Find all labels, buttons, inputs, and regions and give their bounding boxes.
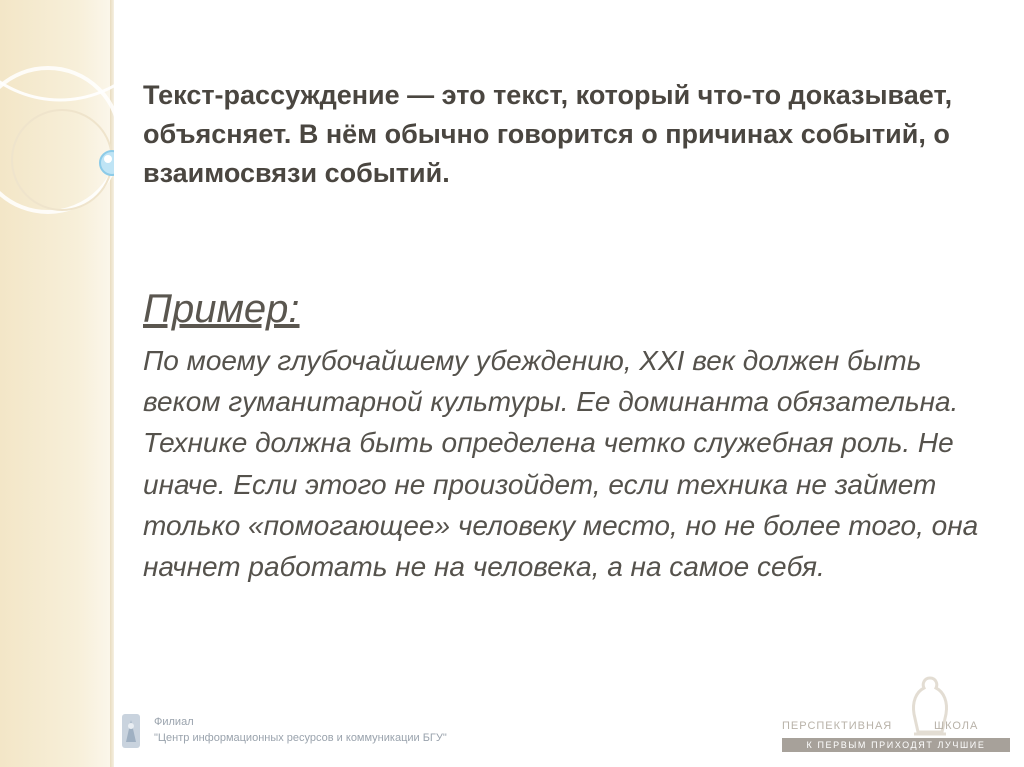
footer-brand xyxy=(782,672,1014,762)
footer-org-line2: "Центр информационных ресурсов и коммуникации БГУ" xyxy=(154,732,447,744)
footer-org-line1: Филиал xyxy=(154,716,194,728)
brand-name-left: ПЕРСПЕКТИВНАЯ xyxy=(782,720,893,732)
footer-organization xyxy=(120,712,540,760)
definition-text: Текст-рассуждение — это текст, который что-то доказывает, объясняет. В нём обычно говорится о причинах событий, о взаимосвязи событий. xyxy=(143,80,953,188)
brand-name-right: ШКОЛА xyxy=(934,720,979,732)
brand-name xyxy=(782,720,979,732)
university-logo-icon xyxy=(120,712,142,752)
example-text: По моему глубочайшему убеждению, XXI век должен быть веком гуманитарной культуры. Ее доминанта обязательна. Технике должна быть определена четко служебная роль. Не иначе. Если этого не произойдет, если техника не займет только «помогающее» человеку место, но не более того, она начнет работать не на человека, а на самое себя. xyxy=(143,345,979,583)
example-title: Пример: xyxy=(143,287,300,331)
brand-slogan: К ПЕРВЫМ ПРИХОДЯТ ЛУЧШИЕ xyxy=(782,738,1010,752)
